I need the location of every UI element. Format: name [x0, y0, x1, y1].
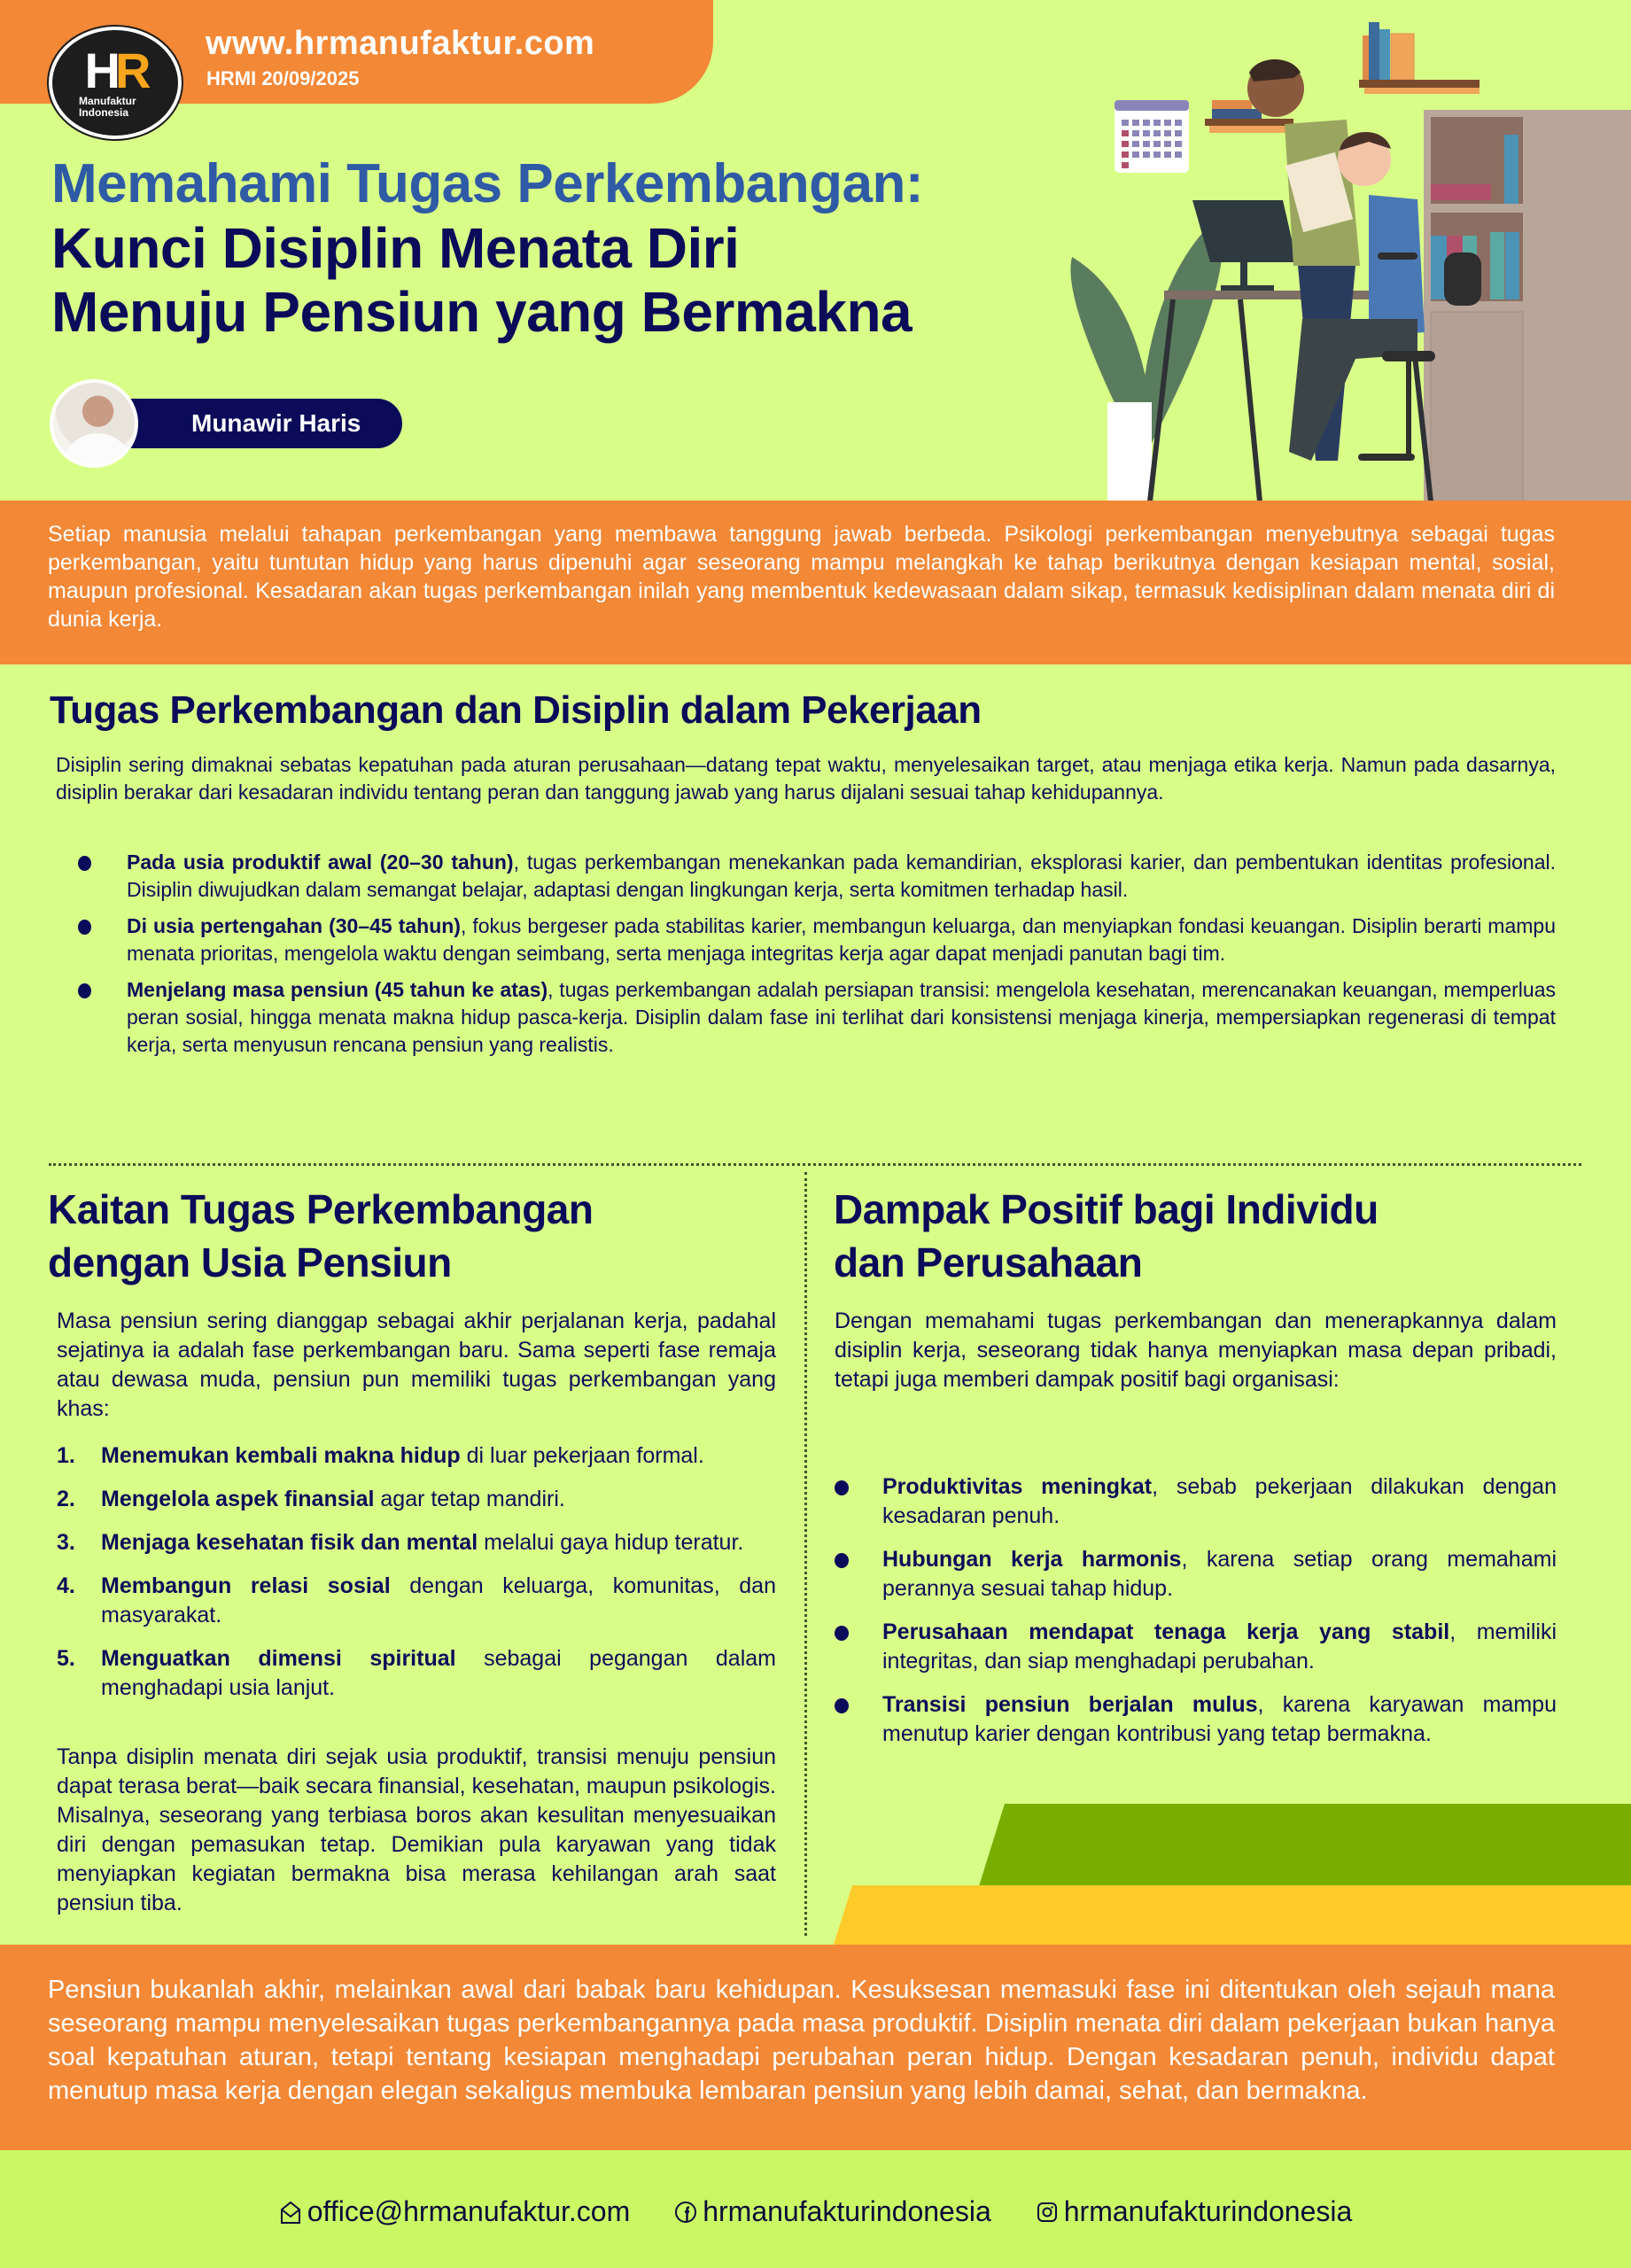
- logo-mark: HR: [84, 42, 146, 98]
- title-line-1: Memahami Tugas Perkembangan:: [51, 153, 924, 214]
- list-item: Pada usia produktif awal (20–30 tahun), tugas perkembangan menekankan pada kemandirian, eksplorasi karier, dan pembentukan identitas profesional. Disiplin diwujudkan dalam semangat belajar, adaptasi dengan lingkungan kerja, serta komitmen terhadap hasil.: [78, 849, 1556, 904]
- instagram-icon: [1036, 2199, 1059, 2225]
- list-item: 1. Menemukan kembali makna hidup di luar pekerjaan formal.: [57, 1443, 704, 1468]
- title-line-3: Menuju Pensiun yang Bermakna: [51, 280, 913, 344]
- section-title-dampak: Dampak Positif bagi Individu dan Perusahaan: [834, 1186, 1379, 1285]
- kaitan-outro: Tanpa disiplin menata diri sejak usia produktif, transisi menuju pensiun dapat terasa berat—baik secara finansial, kesehatan, maupun psikologis. Misalnya, seseorang yang terbiasa boros akan kesulitan menyesuaikan diri dengan pemasukan tetap. Demikian pula karyawan yang tidak menyiapkan kegiatan bermakna bisa merasa kehilangan arah saat pensiun tiba.: [57, 1744, 776, 1915]
- title-line-2: Kunci Disiplin Menata Diri: [51, 216, 740, 280]
- footer-instagram[interactable]: hrmanufakturindonesia: [1036, 2195, 1353, 2228]
- logo-subtitle: Manufaktur Indonesia: [79, 94, 136, 119]
- conclusion-text: Pensiun bukanlah akhir, melainkan awal dari babak baru kehidupan. Kesuksesan memasuki fase ini ditentukan oleh sejauh mana seseorang mampu menyelesaikan tugas perkembangannya pada masa produktif. Disiplin menata diri dalam pekerjaan bukan hanya soal kepatuhan aturan, tetapi tentang kesiapan menghadapi perubahan peran hidup. Dengan kesadaran penuh, individu dapat menutup masa kerja dengan elegan sekaligus membuka lembaran pensiun yang lebih damai, sehat, dan bermakna.: [48, 1976, 1555, 2105]
- section-body: Disiplin sering dimaknai sebatas kepatuhan pada aturan perusahaan—datang tepat waktu, menyelesaikan target, atau menjaga etika kerja. Namun pada dasarnya, disiplin berakar dari kesadaran individu tentang peran dan tanggung jawab yang harus dijalani sesuai tahap kehidupannya.: [56, 753, 1556, 804]
- list-item: Menjelang masa pensiun (45 tahun ke atas), tugas perkembangan adalah persiapan transisi: mengelola kesehatan, merencanakan keuangan, memperluas peran sosial, hingga menata makna hidup pasca-kerja. Disiplin dalam fase ini terlihat dari konsistensi menjaga kinerja, mempersiapkan regenerasi di tempat kerja, serta menyusun rencana pensiun yang realistis.: [78, 976, 1556, 1059]
- decorative-stripe-yellow: [834, 1885, 1631, 1945]
- office-illustration: [1063, 0, 1631, 501]
- list-item: Produktivitas meningkat, sebab pekerjaan dilakukan dengan kesadaran penuh.: [835, 1472, 1557, 1531]
- intro-band: [0, 501, 1631, 664]
- horizontal-divider: [49, 1163, 1581, 1166]
- section-title-tugas-perkembangan: Tugas Perkembangan dan Disiplin dalam Pekerjaan: [50, 688, 982, 732]
- list-item: 3. Menjaga kesehatan fisik dan mental melalui gaya hidup teratur.: [57, 1530, 744, 1555]
- conclusion-band: [0, 1945, 1631, 2150]
- age-stage-list: [78, 849, 1556, 1068]
- kaitan-intro: Masa pensiun sering dianggap sebagai akhir perjalanan kerja, padahal sejatinya ia adalah fase perkembangan baru. Sama seperti fase remaja atau dewasa muda, pensiun pun memiliki tugas perkembangan yang khas:: [57, 1309, 776, 1421]
- page-title: [51, 152, 923, 344]
- footer-facebook[interactable]: hrmanufakturindonesia: [674, 2195, 991, 2228]
- intro-text: Setiap manusia melalui tahapan perkembangan yang membawa tanggung jawab berbeda. Psikologi perkembangan menyebutnya sebagai tugas perkembangan, yaitu tuntutan hidup yang harus dipenuhi agar seseorang mampu melangkah ke tahap berikutnya dengan kesiapan mental, sosial, maupun profesional. Kesadaran akan tugas perkembangan inilah yang membentuk kedewasaan dalam sikap, termasuk kedisiplinan dalam menata diri di dunia kerja.: [48, 522, 1555, 632]
- avatar: [50, 379, 138, 468]
- hr-manufaktur-logo: [49, 27, 182, 139]
- section-title-kaitan: Kaitan Tugas Perkembangan dengan Usia Pensiun: [48, 1186, 594, 1285]
- edition-date: HRMI 20/09/2025: [206, 67, 360, 89]
- impact-list: [835, 1472, 1557, 1763]
- list-item: Transisi pensiun berjalan mulus, karena karyawan mampu menutup karier dengan kontribusi yang tetap bermakna.: [835, 1690, 1557, 1749]
- list-item: Di usia pertengahan (30–45 tahun), fokus bergeser pada stabilitas karier, membangun keluarga, dan menyiapkan fondasi keuangan. Disiplin berarti mampu menata prioritas, mengelola waktu dengan seimbang, serta menjaga integritas kerja agar dapat menjadi panutan bagi tim.: [78, 913, 1556, 967]
- footer-contacts: [0, 2150, 1631, 2268]
- list-item: Hubungan kerja harmonis, karena setiap orang memahami perannya sesuai tahap hidup.: [835, 1545, 1557, 1604]
- dampak-intro: Dengan memahami tugas perkembangan dan menerapkannya dalam disiplin kerja, seseorang tidak hanya menyiapkan masa depan pribadi, tetapi juga memberi dampak positif bagi organisasi:: [835, 1309, 1557, 1392]
- mail-icon: [279, 2199, 302, 2225]
- vertical-divider: [804, 1172, 807, 1936]
- author-name: Munawir Haris: [120, 399, 402, 448]
- list-item: Perusahaan mendapat tenaga kerja yang stabil, memiliki integritas, dan siap menghadapi perubahan.: [835, 1618, 1557, 1676]
- website-url[interactable]: www.hrmanufaktur.com: [206, 25, 595, 62]
- list-item: 4. Membangun relasi sosial dengan keluarga, komunitas, dan masyarakat.: [57, 1573, 776, 1627]
- footer-email[interactable]: office@hrmanufaktur.com: [279, 2195, 631, 2228]
- decorative-stripe-green: [979, 1804, 1631, 1886]
- facebook-icon: [674, 2199, 697, 2225]
- retirement-tasks-list: [57, 1441, 776, 1717]
- list-item: 2. Mengelola aspek finansial agar tetap mandiri.: [57, 1487, 565, 1511]
- list-item: 5. Menguatkan dimensi spiritual sebagai pegangan dalam menghadapi usia lanjut.: [57, 1646, 776, 1700]
